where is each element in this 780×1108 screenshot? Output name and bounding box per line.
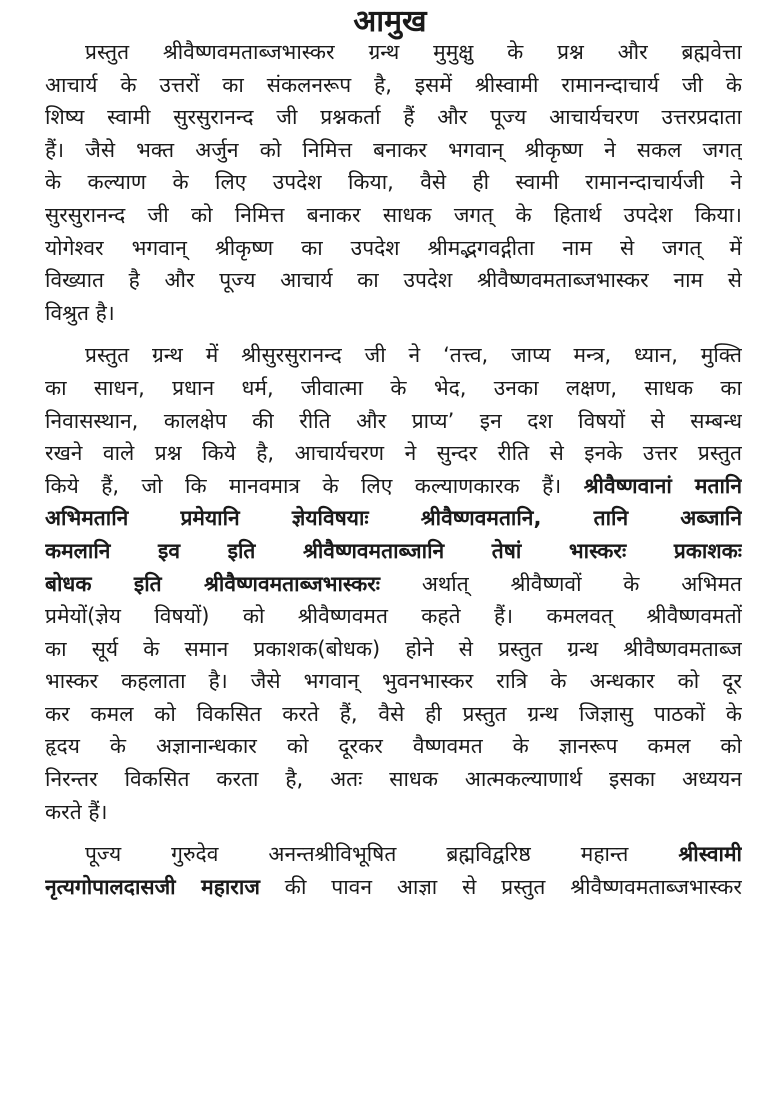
text-line bbox=[45, 134, 742, 167]
document-body bbox=[45, 36, 742, 913]
text-segment: का सूर्य के समान प्रकाशक(बोधक) होने से प्रस्तुत ग्रन्थ श्रीवैष्णवमताब्ज bbox=[45, 636, 742, 661]
text-segment: सुरसुरानन्द जी को निमित्त बनाकर साधक जगत् के हितार्थ उपदेश किया। bbox=[45, 202, 742, 227]
text-segment: अर्थात् श्रीवैष्णवों के अभिमत bbox=[380, 571, 742, 596]
text-line bbox=[45, 730, 742, 763]
text-segment: करते हैं। bbox=[45, 799, 108, 824]
text-line bbox=[45, 166, 742, 199]
text-line bbox=[45, 600, 742, 633]
text-line bbox=[45, 838, 742, 871]
bold-text: श्रीस्वामी bbox=[678, 842, 742, 867]
text-segment: योगेश्वर भगवान् श्रीकृष्ण का उपदेश श्रीमद्भगवद्गीता नाम से जगत् में bbox=[45, 235, 742, 260]
text-segment: प्रस्तुत श्रीवैष्णवमताब्जभास्कर ग्रन्थ मुमुक्षु के प्रश्न और ब्रह्मवेत्ता bbox=[85, 40, 742, 64]
text-line bbox=[45, 763, 742, 796]
text-line bbox=[45, 264, 742, 297]
text-line bbox=[45, 232, 742, 265]
text-segment: विख्यात है और पूज्य आचार्य का उपदेश श्रीवैष्णवमताब्जभास्कर नाम से bbox=[45, 268, 742, 293]
paragraph bbox=[45, 838, 742, 903]
paragraph bbox=[45, 339, 742, 828]
text-segment: पूज्य गुरुदेव अनन्तश्रीविभूषित ब्रह्मविद्वरिष्ठ महान्त bbox=[85, 842, 679, 867]
bold-text: अभिमतानि प्रमेयानि ज्ञेयविषयाः श्रीवैष्णवमतानि, तानि अब्जानि bbox=[45, 506, 742, 531]
page-title: आमुख bbox=[353, 4, 427, 39]
text-segment: निरन्तर विकसित करता है, अतः साधक आत्मकल्याणार्थ इसका अध्ययन bbox=[45, 767, 742, 792]
text-line bbox=[45, 871, 742, 904]
text-line bbox=[45, 339, 742, 372]
paragraph bbox=[45, 36, 742, 329]
text-line bbox=[45, 633, 742, 666]
text-line bbox=[45, 568, 742, 601]
text-segment: किये हैं, जो कि मानवमात्र के लिए कल्याणकारक हैं। bbox=[45, 473, 584, 498]
text-line bbox=[45, 665, 742, 698]
text-segment: शिष्य स्वामी सुरसुरानन्द जी प्रश्नकर्ता हैं और पूज्य आचार्यचरण उत्तरप्रदाता bbox=[45, 105, 742, 130]
text-segment: की पावन आज्ञा से प्रस्तुत श्रीवैष्णवमताब्जभास्कर bbox=[259, 874, 742, 899]
text-segment: रखने वाले प्रश्न किये है, आचार्यचरण ने सुन्दर रीति से इनके उत्तर प्रस्तुत bbox=[45, 441, 742, 466]
text-line bbox=[45, 502, 742, 535]
text-segment: आचार्य के उत्तरों का संकलनरूप है, इसमें श्रीस्वामी रामानन्दाचार्य जी के bbox=[45, 72, 742, 97]
text-line bbox=[45, 405, 742, 438]
text-segment: निवासस्थान, कालक्षेप की रीति और प्राप्य’ इन दश विषयों से सम्बन्ध bbox=[45, 408, 742, 433]
text-segment: विश्रुत है। bbox=[45, 300, 115, 325]
text-line bbox=[45, 470, 742, 503]
text-segment: प्रमेयों(ज्ञेय विषयों) को श्रीवैष्णवमत कहते हैं। कमलवत् श्रीवैष्णवमतों bbox=[45, 604, 742, 629]
text-segment: हैं। जैसे भक्त अर्जुन को निमित्त बनाकर भगवान् श्रीकृष्ण ने सकल जगत् bbox=[45, 137, 742, 162]
text-line bbox=[45, 535, 742, 568]
text-segment: भास्कर कहलाता है। जैसे भगवान् भुवनभास्कर रात्रि के अन्धकार को दूर bbox=[45, 669, 742, 694]
text-line bbox=[45, 36, 742, 69]
text-line bbox=[45, 796, 742, 829]
text-segment: के कल्याण के लिए उपदेश किया, वैसे ही स्वामी रामानन्दाचार्यजी ने bbox=[45, 170, 742, 195]
text-line bbox=[45, 101, 742, 134]
bold-text: कमलानि इव इति श्रीवैष्णवमताब्जानि तेषां भास्करः प्रकाशकः bbox=[45, 538, 742, 563]
text-segment: कर कमल को विकसित करते हैं, वैसे ही प्रस्तुत ग्रन्थ जिज्ञासु पाठकों के bbox=[45, 701, 742, 726]
text-line bbox=[45, 698, 742, 731]
text-segment: प्रस्तुत ग्रन्थ में श्रीसुरसुरानन्द जी ने ‘तत्त्व, जाप्य मन्त्र, ध्यान, मुक्ति bbox=[85, 343, 742, 368]
text-line bbox=[45, 372, 742, 405]
text-line bbox=[45, 69, 742, 102]
bold-text: नृत्यगोपालदासजी महाराज bbox=[45, 874, 260, 899]
text-line bbox=[45, 437, 742, 470]
bold-text: श्रीवैष्णवानां मतानि bbox=[583, 473, 742, 498]
bold-text: बोधक इति श्रीवैष्णवमताब्जभास्करः bbox=[45, 571, 381, 596]
text-line bbox=[45, 297, 742, 330]
text-line bbox=[45, 199, 742, 232]
text-segment: का साधन, प्रधान धर्म, जीवात्मा के भेद, उनका लक्षण, साधक का bbox=[45, 375, 742, 400]
text-segment: हृदय के अज्ञानान्धकार को दूरकर वैष्णवमत के ज्ञानरूप कमल को bbox=[45, 734, 742, 759]
